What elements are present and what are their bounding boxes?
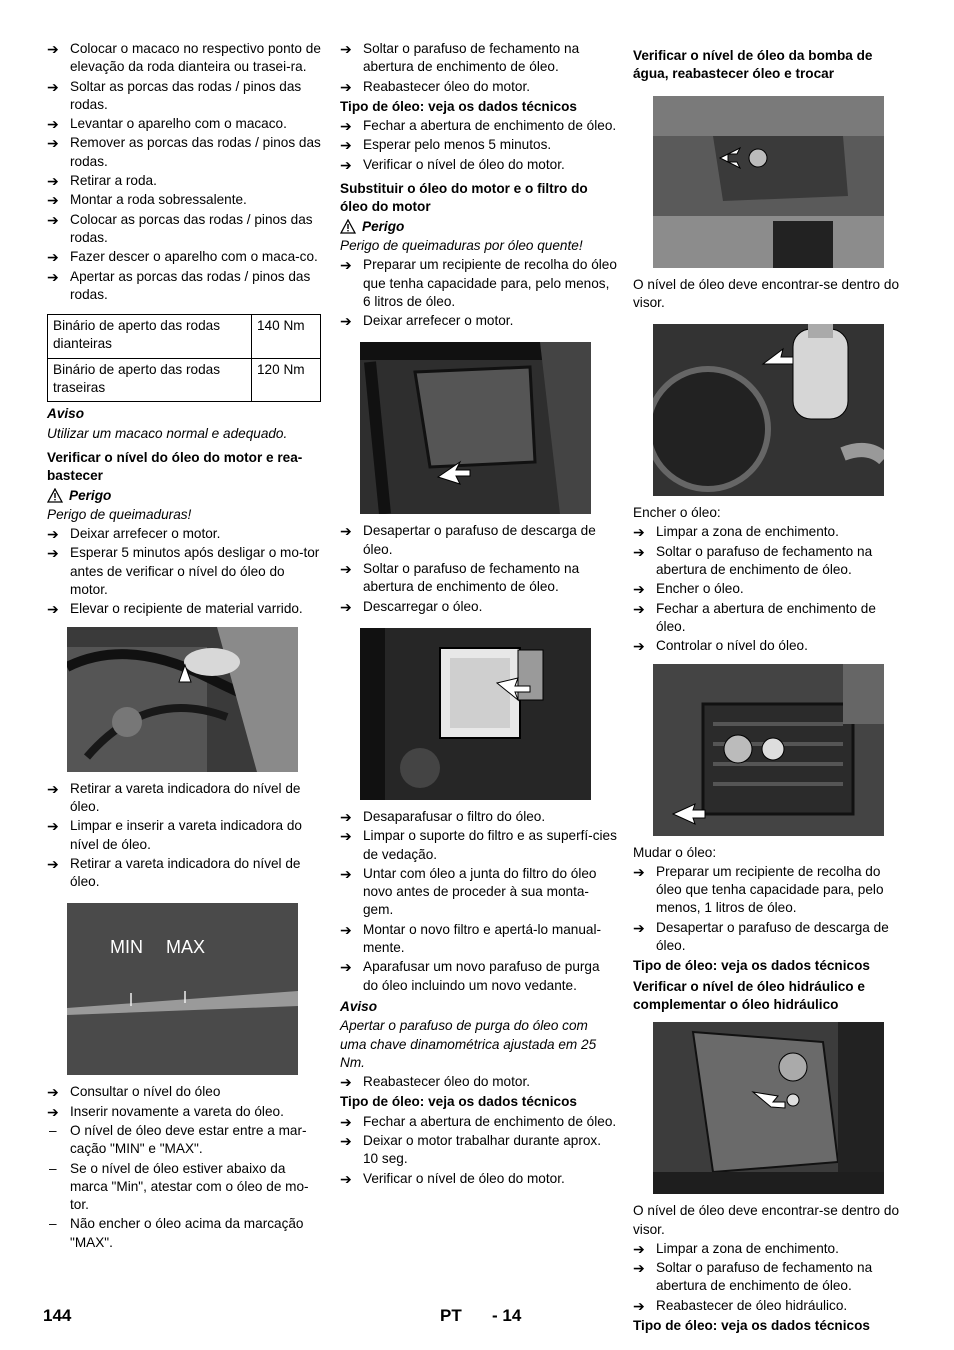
table-cell-label: Binário de aperto das rodas traseiras xyxy=(48,358,252,402)
change-label: Mudar o óleo: xyxy=(633,844,717,860)
arrow-right-icon: ➔ xyxy=(633,1240,645,1257)
list-item: – Não encher o óleo acima da marcação "MAX". xyxy=(49,1216,304,1250)
arrow-right-icon: ➔ xyxy=(340,156,352,173)
list-item: ➔ Fechar a abertura de enchimento de óleo. xyxy=(340,118,617,135)
arrow-right-icon: ➔ xyxy=(47,268,59,285)
arrow-right-icon: ➔ xyxy=(340,808,352,825)
list-item: ➔ Verificar o nível de óleo do motor. xyxy=(340,156,565,173)
arrow-right-icon: ➔ xyxy=(47,780,59,797)
torque-table xyxy=(47,314,321,402)
list-item: ➔ Controlar o nível do óleo. xyxy=(633,638,808,655)
list-item: ➔ Fechar a abertura de enchimento de óleo. xyxy=(340,1113,617,1130)
list-item: ➔ Deixar o motor trabalhar durante aprox. 10 seg. xyxy=(340,1132,617,1169)
arrow-right-icon: ➔ xyxy=(47,545,59,562)
pump-drain-photo xyxy=(653,664,884,836)
oil-type-label: Tipo de óleo: veja os dados técnicos xyxy=(340,1094,577,1110)
arrow-right-icon: ➔ xyxy=(340,1074,352,1091)
aviso-title: Aviso xyxy=(47,406,85,422)
column-right xyxy=(633,45,908,1336)
arrow-right-icon: ➔ xyxy=(47,116,59,133)
arrow-right-icon: ➔ xyxy=(340,78,352,95)
list-item: ➔ Soltar as porcas das rodas / pinos das rodas. xyxy=(47,78,322,115)
arrow-right-icon: ➔ xyxy=(340,865,352,882)
arrow-right-icon: ➔ xyxy=(340,921,352,938)
list-item: ➔ Inserir novamente a vareta do óleo. xyxy=(47,1103,284,1120)
arrow-right-icon: ➔ xyxy=(340,598,352,615)
dipstick-max-label: MAX xyxy=(166,937,206,958)
arrow-right-icon: ➔ xyxy=(47,173,59,190)
page-number: 144 xyxy=(43,1306,72,1325)
list-item: ➔ Colocar o macaco no respectivo ponto de elevação da roda dianteira ou trasei-ra. xyxy=(47,40,322,77)
warning-triangle-icon xyxy=(340,219,356,234)
list-item: ➔ Reabastecer óleo do motor. xyxy=(340,78,531,95)
list-item: ➔ Levantar o aparelho com o macaco. xyxy=(47,116,287,133)
arrow-right-icon: ➔ xyxy=(633,638,645,655)
list-item: ➔ Encher o óleo. xyxy=(633,581,744,598)
list-item: ➔ Deixar arrefecer o motor. xyxy=(47,526,221,543)
arrow-right-icon: ➔ xyxy=(47,135,59,152)
list-item: ➔ Preparar um recipiente de recolha do óleo que tenha capacidade para, pelo menos, 6 litros de óleo. xyxy=(340,256,617,311)
arrow-right-icon: ➔ xyxy=(633,581,645,598)
arrow-right-icon: ➔ xyxy=(340,313,352,330)
arrow-right-icon: ➔ xyxy=(47,192,59,209)
section-heading: Verificar o nível de óleo da bomba de água, reabastecer óleo e trocar xyxy=(633,48,873,82)
aviso-text: Apertar o parafuso de purga do óleo com uma chave dinamométrica ajustada em 25 Nm. xyxy=(340,1018,597,1070)
arrow-right-icon: ➔ xyxy=(340,959,352,976)
list-item: ➔ Reabastecer óleo do motor. xyxy=(340,1074,531,1091)
language-code: PT xyxy=(440,1306,462,1325)
danger-label: Perigo xyxy=(47,487,322,505)
table-cell-value: 120 Nm xyxy=(252,358,321,402)
list-item: ➔ Reabastecer de óleo hidráulico. xyxy=(633,1297,848,1314)
arrow-right-icon: ➔ xyxy=(340,1132,352,1149)
table-row xyxy=(48,315,321,359)
arrow-right-icon: ➔ xyxy=(47,526,59,543)
column-left xyxy=(47,40,322,1253)
arrow-right-icon: ➔ xyxy=(633,543,645,560)
list-item: ➔ Esperar pelo menos 5 minutos. xyxy=(340,137,552,154)
list-item: ➔ Soltar o parafuso de fechamento na abertura de enchimento de óleo. xyxy=(340,40,617,77)
list-item: ➔ Verificar o nível de óleo do motor. xyxy=(340,1170,565,1187)
fill-label: Encher o óleo: xyxy=(633,505,721,521)
arrow-right-icon: ➔ xyxy=(633,1297,645,1314)
arrow-right-icon: ➔ xyxy=(340,137,352,154)
list-item: ➔ Soltar o parafuso de fechamento na abertura de enchimento de óleo. xyxy=(633,1259,908,1296)
oil-type-label: Tipo de óleo: veja os dados técnicos xyxy=(340,98,577,114)
list-item: ➔ Esperar 5 minutos após desligar o mo-tor antes de verificar o nível do óleo do motor. xyxy=(47,544,322,599)
column-middle xyxy=(340,40,617,1189)
list-item: ➔ Preparar um recipiente de recolha do óleo que tenha capacidade para, pelo menos, 1 litros de óleo. xyxy=(633,863,908,918)
arrow-right-icon: ➔ xyxy=(340,41,352,57)
table-cell-label: Binário de aperto das rodas dianteiras xyxy=(48,315,252,359)
table-row xyxy=(48,358,321,402)
oil-filter-photo xyxy=(360,628,591,800)
list-item: ➔ Soltar o parafuso de fechamento na abertura de enchimento de óleo. xyxy=(633,543,908,580)
list-item: – O nível de óleo deve estar entre a mar-cação "MIN" e "MAX". xyxy=(49,1122,307,1157)
arrow-right-icon: ➔ xyxy=(47,855,59,872)
section-heading: Verificar o nível do óleo do motor e rea-bastecer xyxy=(47,449,303,484)
list-item: ➔ Retirar a vareta indicadora do nível de óleo. xyxy=(47,855,322,892)
list-item: ➔ Elevar o recipiente de material varrido. xyxy=(47,601,303,618)
arrow-right-icon: ➔ xyxy=(340,561,352,578)
section-heading: Substituir o óleo do motor e o filtro do óleo do motor xyxy=(340,181,588,215)
list-item: ➔ Limpar e inserir a vareta indicadora do nível de óleo. xyxy=(47,817,322,854)
arrow-right-icon: ➔ xyxy=(47,211,59,228)
list-item: ➔ Retirar a roda. xyxy=(47,173,157,190)
arrow-right-icon: ➔ xyxy=(47,1103,59,1120)
oil-type-label: Tipo de óleo: veja os dados técnicos xyxy=(633,958,870,974)
list-item: ➔ Consultar o nível do óleo xyxy=(47,1084,221,1101)
section-page-number: - 14 xyxy=(492,1306,522,1325)
arrow-right-icon: ➔ xyxy=(47,818,59,835)
list-item: ➔ Desapertar o parafuso de descarga de óleo. xyxy=(340,522,617,559)
danger-text: Perigo de queimaduras por óleo quente! xyxy=(340,237,583,253)
arrow-right-icon: ➔ xyxy=(340,523,352,540)
arrow-right-icon: ➔ xyxy=(633,524,645,541)
hydraulic-tank-photo xyxy=(653,1022,884,1194)
arrow-right-icon: ➔ xyxy=(47,601,59,618)
table-cell-value: 140 Nm xyxy=(252,315,321,359)
arrow-right-icon: ➔ xyxy=(47,78,59,95)
arrow-right-icon: ➔ xyxy=(340,828,352,845)
dipstick-photo xyxy=(67,903,298,1075)
arrow-right-icon: ➔ xyxy=(47,249,59,266)
list-item: ➔ Montar o novo filtro e apertá-lo manual-mente. xyxy=(340,921,617,958)
engine-photo xyxy=(67,627,298,772)
warning-triangle-icon xyxy=(47,488,63,503)
wheel-change-steps xyxy=(47,40,322,304)
aviso-title: Aviso xyxy=(340,998,378,1014)
arrow-right-icon: ➔ xyxy=(633,919,645,936)
paragraph: O nível de óleo deve encontrar-se dentro do visor. xyxy=(633,276,900,310)
arrow-right-icon: ➔ xyxy=(47,41,59,57)
list-item: ➔ Fazer descer o aparelho com o maca-co. xyxy=(47,249,318,266)
list-item: ➔ Remover as porcas das rodas / pinos das rodas. xyxy=(47,134,322,171)
list-item: ➔ Limpar o suporte do filtro e as superfí-cies de vedação. xyxy=(340,827,617,864)
section-heading: Verificar o nível de óleo hidráulico e complementar o óleo hidráulico xyxy=(633,978,865,1012)
arrow-right-icon: ➔ xyxy=(633,600,645,617)
list-item: ➔ Untar com óleo a junta do filtro do óleo novo antes de proceder à sua monta-gem. xyxy=(340,865,617,920)
list-item: – Se o nível de óleo estiver abaixo da marca "Min", atestar com o óleo de mo-tor. xyxy=(49,1160,309,1213)
arrow-right-icon: ➔ xyxy=(340,1170,352,1187)
list-item: ➔ Retirar a vareta indicadora do nível de óleo. xyxy=(47,780,322,817)
water-pump-photo xyxy=(653,96,884,268)
list-item: ➔ Descarregar o óleo. xyxy=(340,598,483,615)
list-item: ➔ Limpar a zona de enchimento. xyxy=(633,524,839,541)
arrow-right-icon: ➔ xyxy=(340,257,352,274)
list-item: ➔ Desaparafusar o filtro do óleo. xyxy=(340,808,546,825)
oil-type-label: Tipo de óleo: veja os dados técnicos xyxy=(633,1318,870,1334)
list-item: ➔ Apertar as porcas das rodas / pinos das rodas. xyxy=(47,268,322,305)
paragraph: O nível de óleo deve encontrar-se dentro do visor. xyxy=(633,1203,900,1237)
arrow-right-icon: ➔ xyxy=(633,863,645,880)
arrow-right-icon: ➔ xyxy=(340,118,352,135)
list-item: ➔ Fechar a abertura de enchimento de óleo. xyxy=(633,600,908,637)
list-item: ➔ Aparafusar um novo parafuso de purga do óleo incluindo um novo vedante. xyxy=(340,958,617,995)
list-item: ➔ Soltar o parafuso de fechamento na abertura de enchimento de óleo. xyxy=(340,560,617,597)
arrow-right-icon: ➔ xyxy=(633,1260,645,1277)
list-item: ➔ Colocar as porcas das rodas / pinos das rodas. xyxy=(47,211,322,248)
aviso-text: Utilizar um macaco normal e adequado. xyxy=(47,425,288,441)
danger-label: Perigo xyxy=(340,218,617,236)
arrow-right-icon: ➔ xyxy=(340,1113,352,1130)
oil-drain-photo xyxy=(360,342,591,514)
pump-fill-photo xyxy=(653,324,884,496)
list-item: ➔ Desapertar o parafuso de descarga de óleo. xyxy=(633,919,908,956)
arrow-right-icon: ➔ xyxy=(47,1084,59,1101)
list-item: ➔ Deixar arrefecer o motor. xyxy=(340,313,514,330)
list-item: ➔ Montar a roda sobressalente. xyxy=(47,192,247,209)
dipstick-min-label: MIN xyxy=(110,937,143,958)
list-item: ➔ Limpar a zona de enchimento. xyxy=(633,1240,839,1257)
danger-text: Perigo de queimaduras! xyxy=(47,506,192,522)
